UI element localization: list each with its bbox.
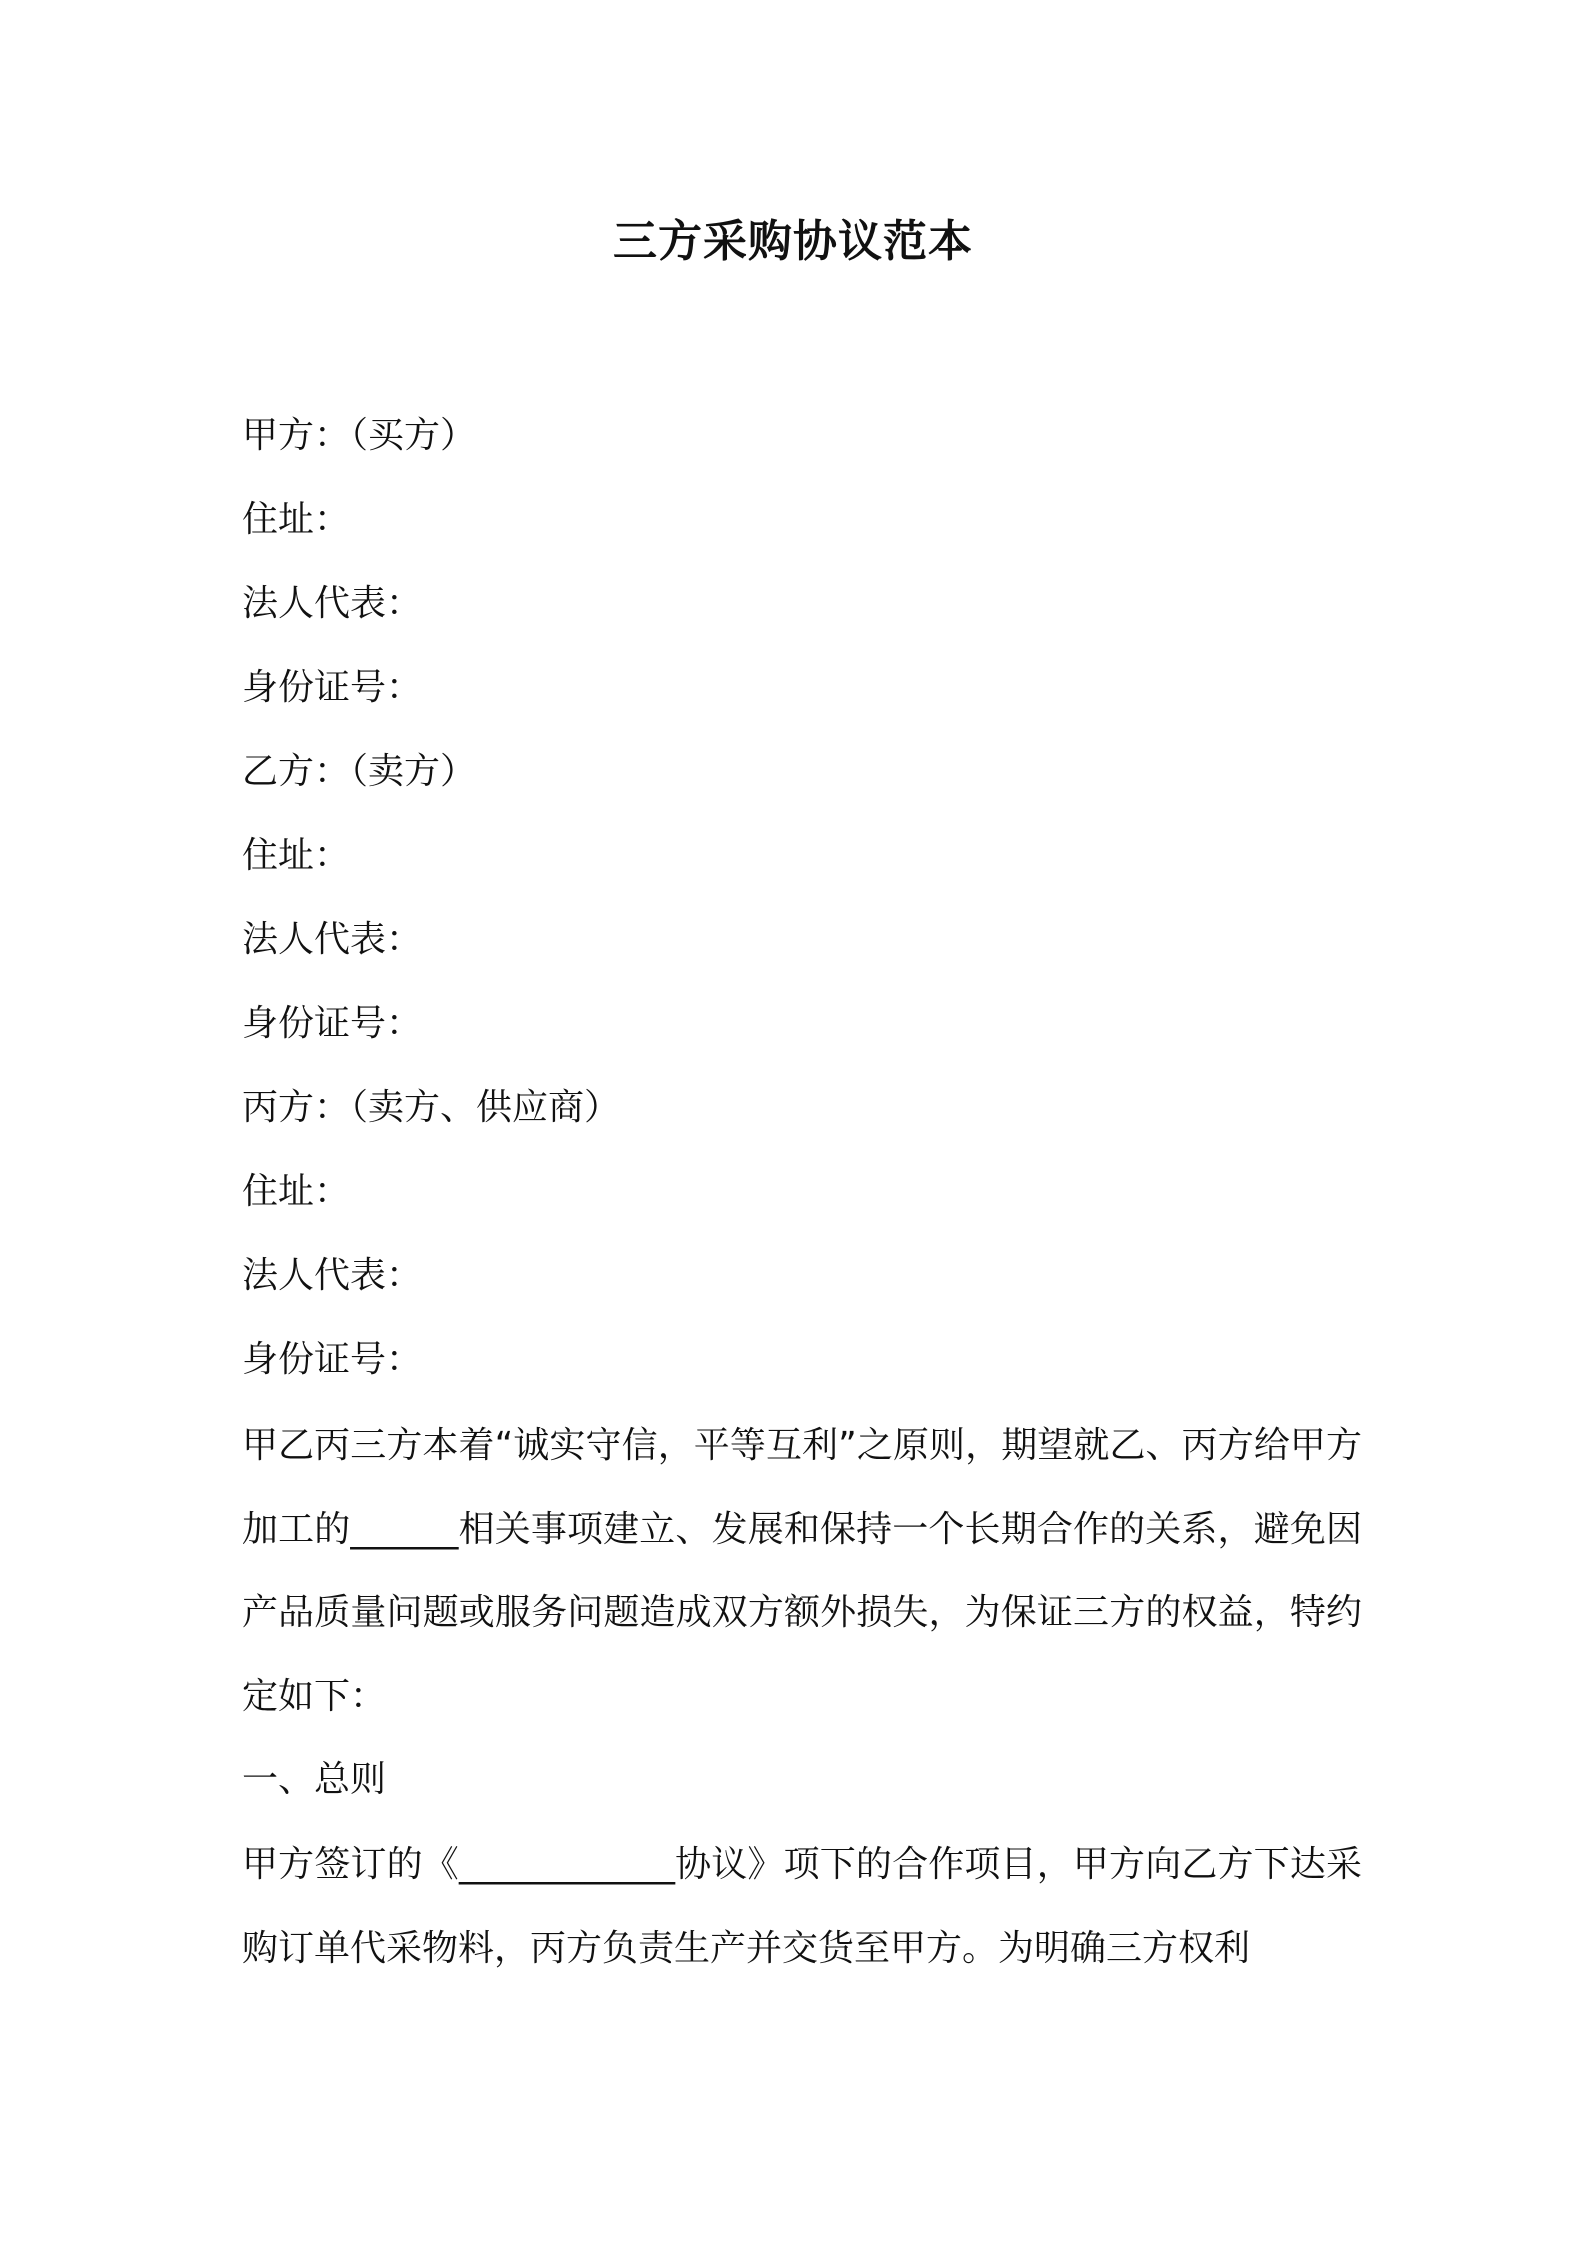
party-c-id-number: 身份证号： <box>242 1339 423 1380</box>
party-a-legal-rep: 法人代表： <box>242 583 423 624</box>
intro-paragraph: 甲乙丙三方本着“诚实守信，平等互利”之原则，期望就乙、丙方给甲方加工的______相关事项建立、发展和保持一个长期合作的关系，避免因产品质量问题或服务问题造成双方额外损失，为保证三方的权益，特约定如下： <box>242 1425 1362 1717</box>
party-c-legal-rep: 法人代表： <box>242 1255 423 1296</box>
section-1-heading: 一、总则 <box>242 1759 387 1800</box>
party-b-address: 住址： <box>242 835 351 876</box>
party-a-id-number: 身份证号： <box>242 667 423 708</box>
party-b-legal-rep: 法人代表： <box>242 919 423 960</box>
party-a-address: 住址： <box>242 499 351 540</box>
party-a-label: 甲方：（买方） <box>242 415 477 456</box>
party-c-address: 住址： <box>242 1171 351 1212</box>
party-c-label: 丙方：（卖方、供应商） <box>242 1087 621 1128</box>
party-b-label: 乙方：（卖方） <box>242 751 477 792</box>
party-b-id-number: 身份证号： <box>242 1003 423 1044</box>
document-title: 三方采购协议范本 <box>613 216 973 267</box>
section-1-paragraph: 甲方签订的《____________协议》项下的合作项目，甲方向乙方下达采购订单代采物料，丙方负责生产并交货至甲方。为明确三方权利 <box>242 1844 1362 1969</box>
